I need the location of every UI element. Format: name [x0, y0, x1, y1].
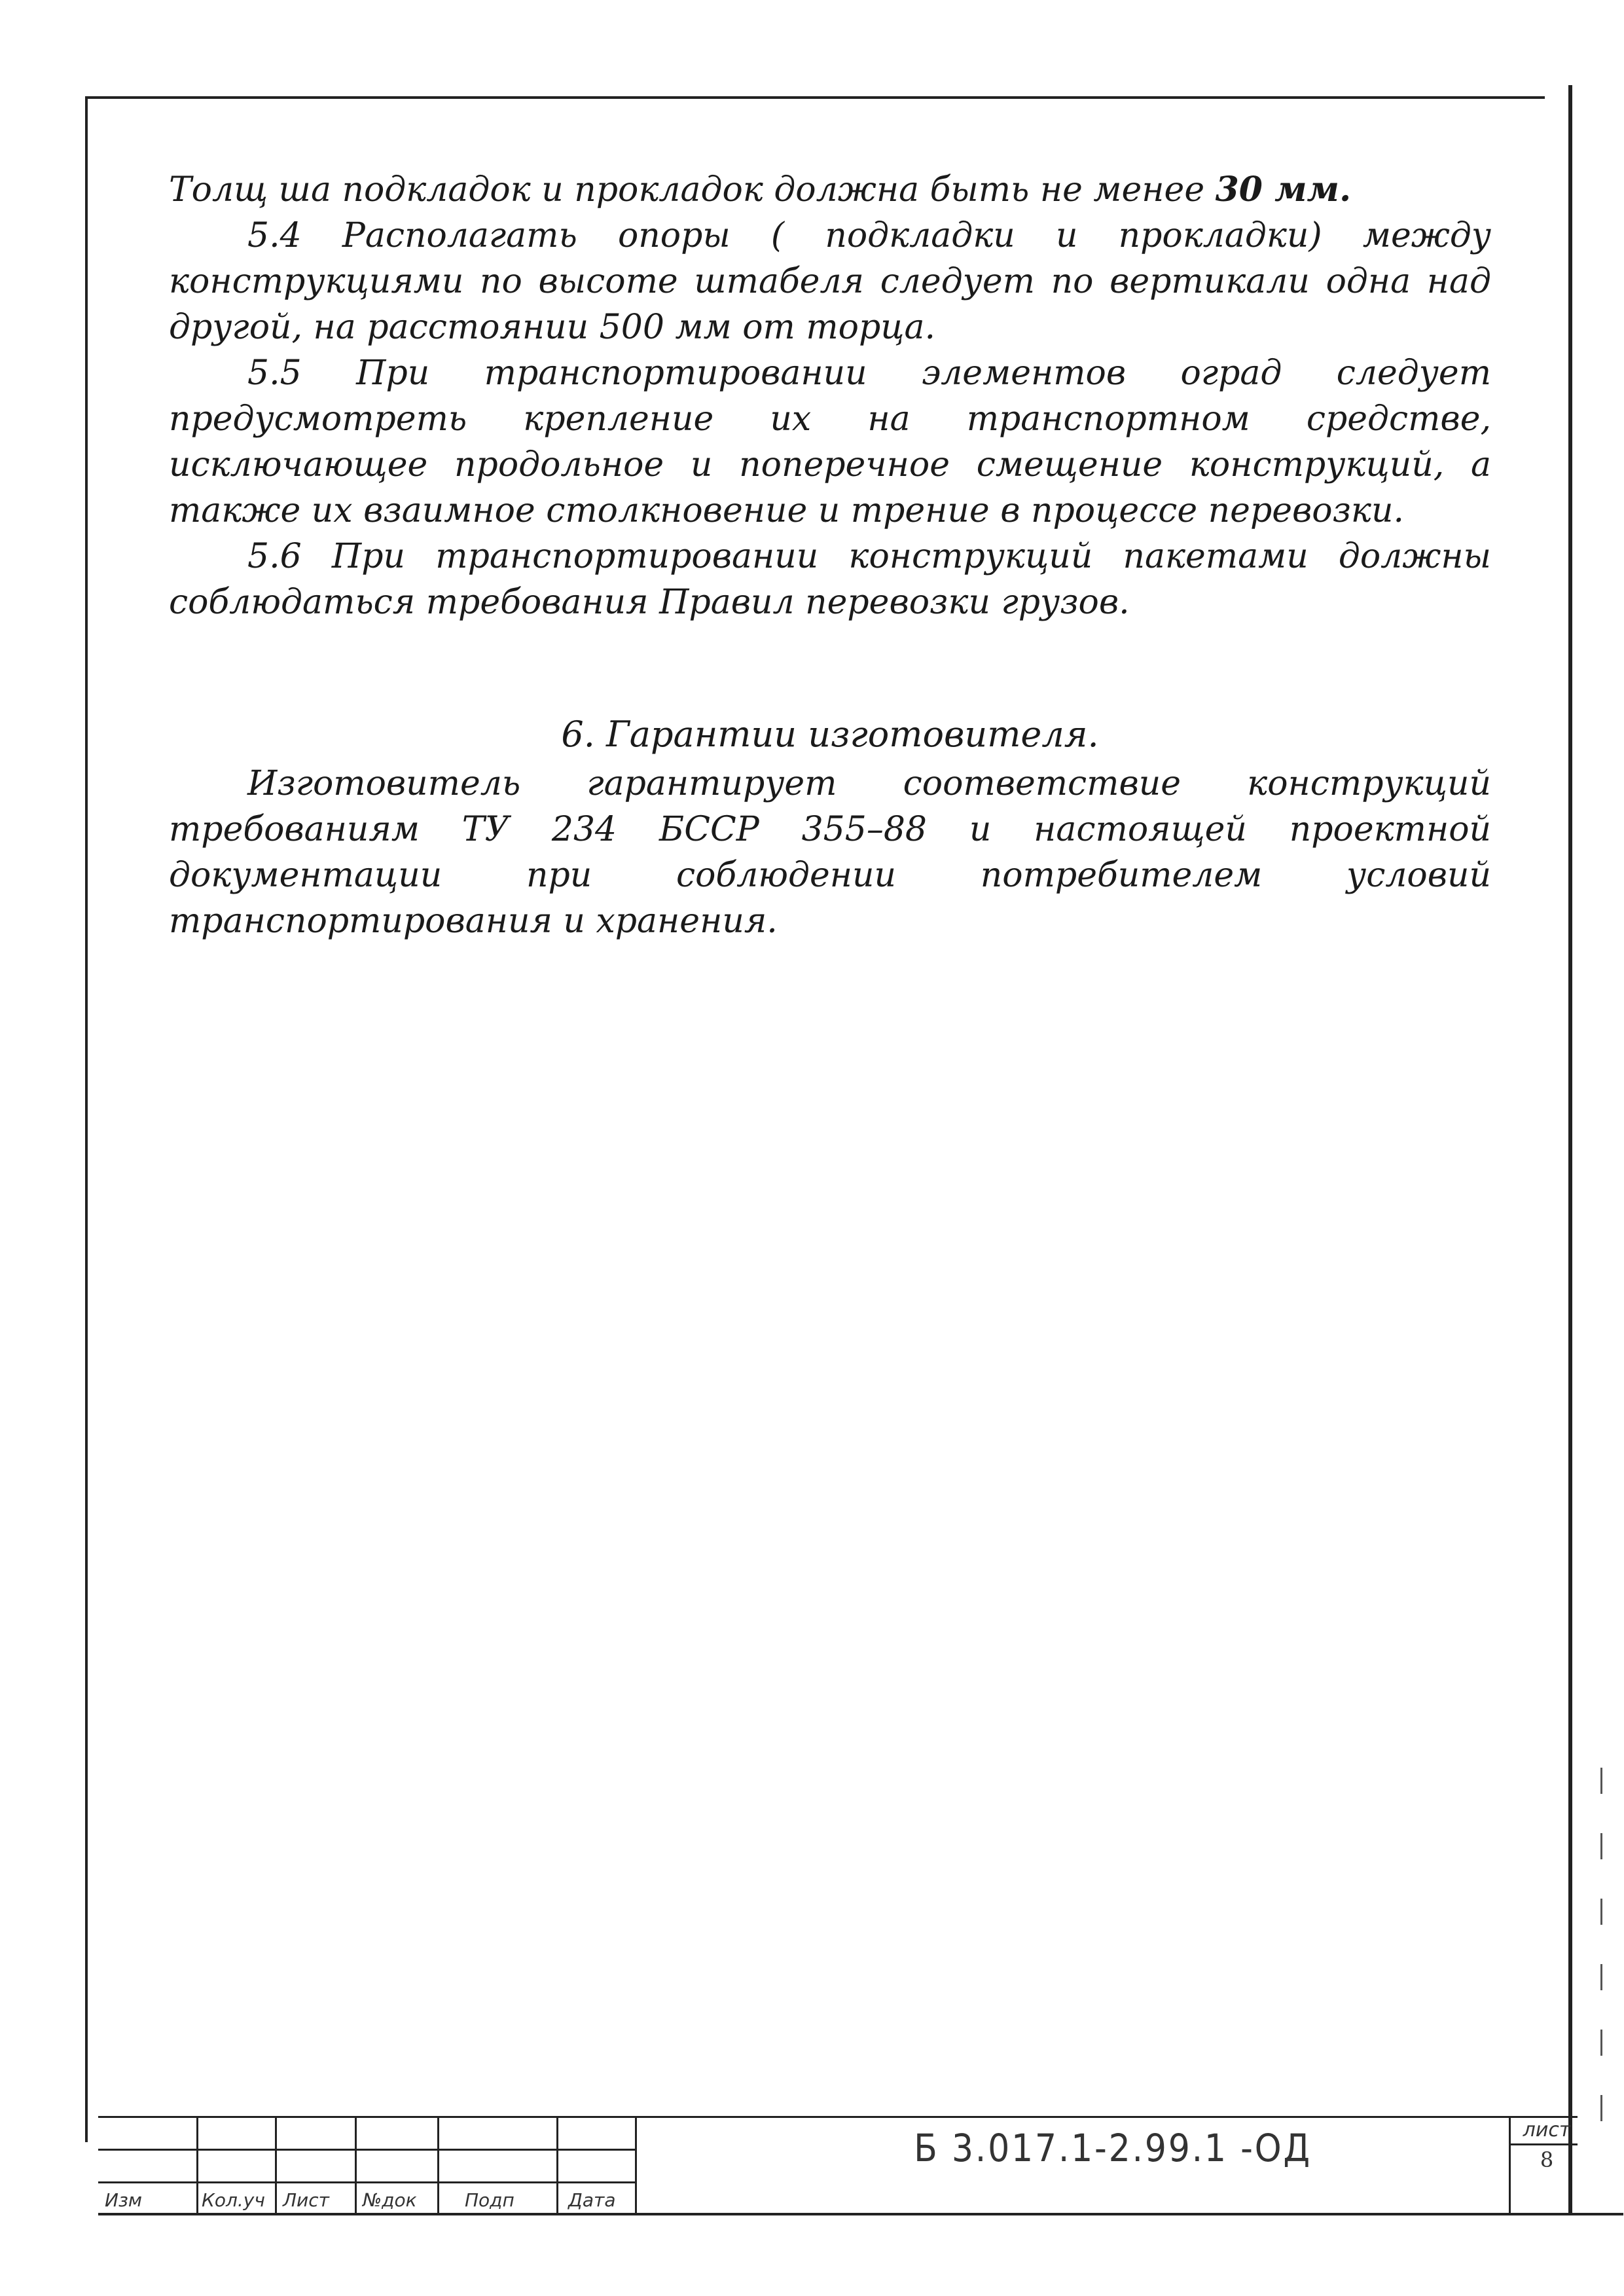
paragraph-5-6: 5.6 При транспортировании конструкций пакетами должны соблюдаться требования Правил перевозки грузов.: [169, 537, 1491, 622]
stamp-label-kol-uch: Кол.уч: [202, 2189, 265, 2211]
paragraph-5-5: 5.5 При транспортировании элементов оград следует предусмотреть крепление их на транспортном средстве, исключающее продольное и поперечное смещение конструкций, а также их взаимное столкновение и трение в процессе перевозки.: [169, 354, 1491, 530]
frame-left-border: [85, 96, 88, 2142]
stamp-line-row2: [98, 2181, 635, 2183]
stamp-label-podp: Подп: [465, 2189, 514, 2211]
document-code: Б 3.017.1-2.99.1 -ОД: [914, 2126, 1312, 2170]
stamp-line-row1: [98, 2149, 635, 2151]
stamp-line-top: [98, 2116, 1578, 2118]
section-5-text: [169, 167, 1491, 625]
frame-right-border: [1568, 85, 1572, 2213]
title-block: [98, 2116, 1578, 2214]
stamp-label-data: Дата: [568, 2189, 616, 2211]
stamp-col-1: [196, 2116, 198, 2214]
stamp-label-izm: Изм: [105, 2189, 142, 2211]
section-6-title: 6. Гарантии изготовителя.: [561, 714, 1099, 755]
edge-scan-marks: [1600, 1768, 1602, 2134]
section-6-text: [169, 761, 1491, 944]
paragraph-thickness: Толщ ша подкладок и прокладок должна быть не менее 30 мм.: [169, 170, 1352, 210]
stamp-col-6: [635, 2116, 637, 2214]
stamp-col-2: [275, 2116, 277, 2214]
sheet-number: 8: [1540, 2147, 1554, 2172]
frame-top-border: [85, 96, 1545, 99]
stamp-label-ndok: №док: [363, 2189, 417, 2211]
stamp-col-5: [556, 2116, 558, 2214]
sheet-label: лист: [1523, 2119, 1571, 2141]
stamp-line-sheet: [1509, 2143, 1578, 2145]
paragraph-warranty: Изготовитель гарантирует соответствие конструкций требованиям ТУ 234 БССР 355–88 и настоящей проектной документации при соблюдении потребителем условий транспортирования и хранения.: [169, 764, 1491, 941]
paragraph-5-4: 5.4 Располагать опоры ( подкладки и прокладки) между конструкциями по высоте штабеля следует по вертикали одна над другой, на расстоянии 500 мм от торца.: [169, 216, 1491, 347]
stamp-label-list: Лист: [283, 2189, 329, 2211]
stamp-col-4: [437, 2116, 439, 2214]
stamp-col-3: [355, 2116, 357, 2214]
